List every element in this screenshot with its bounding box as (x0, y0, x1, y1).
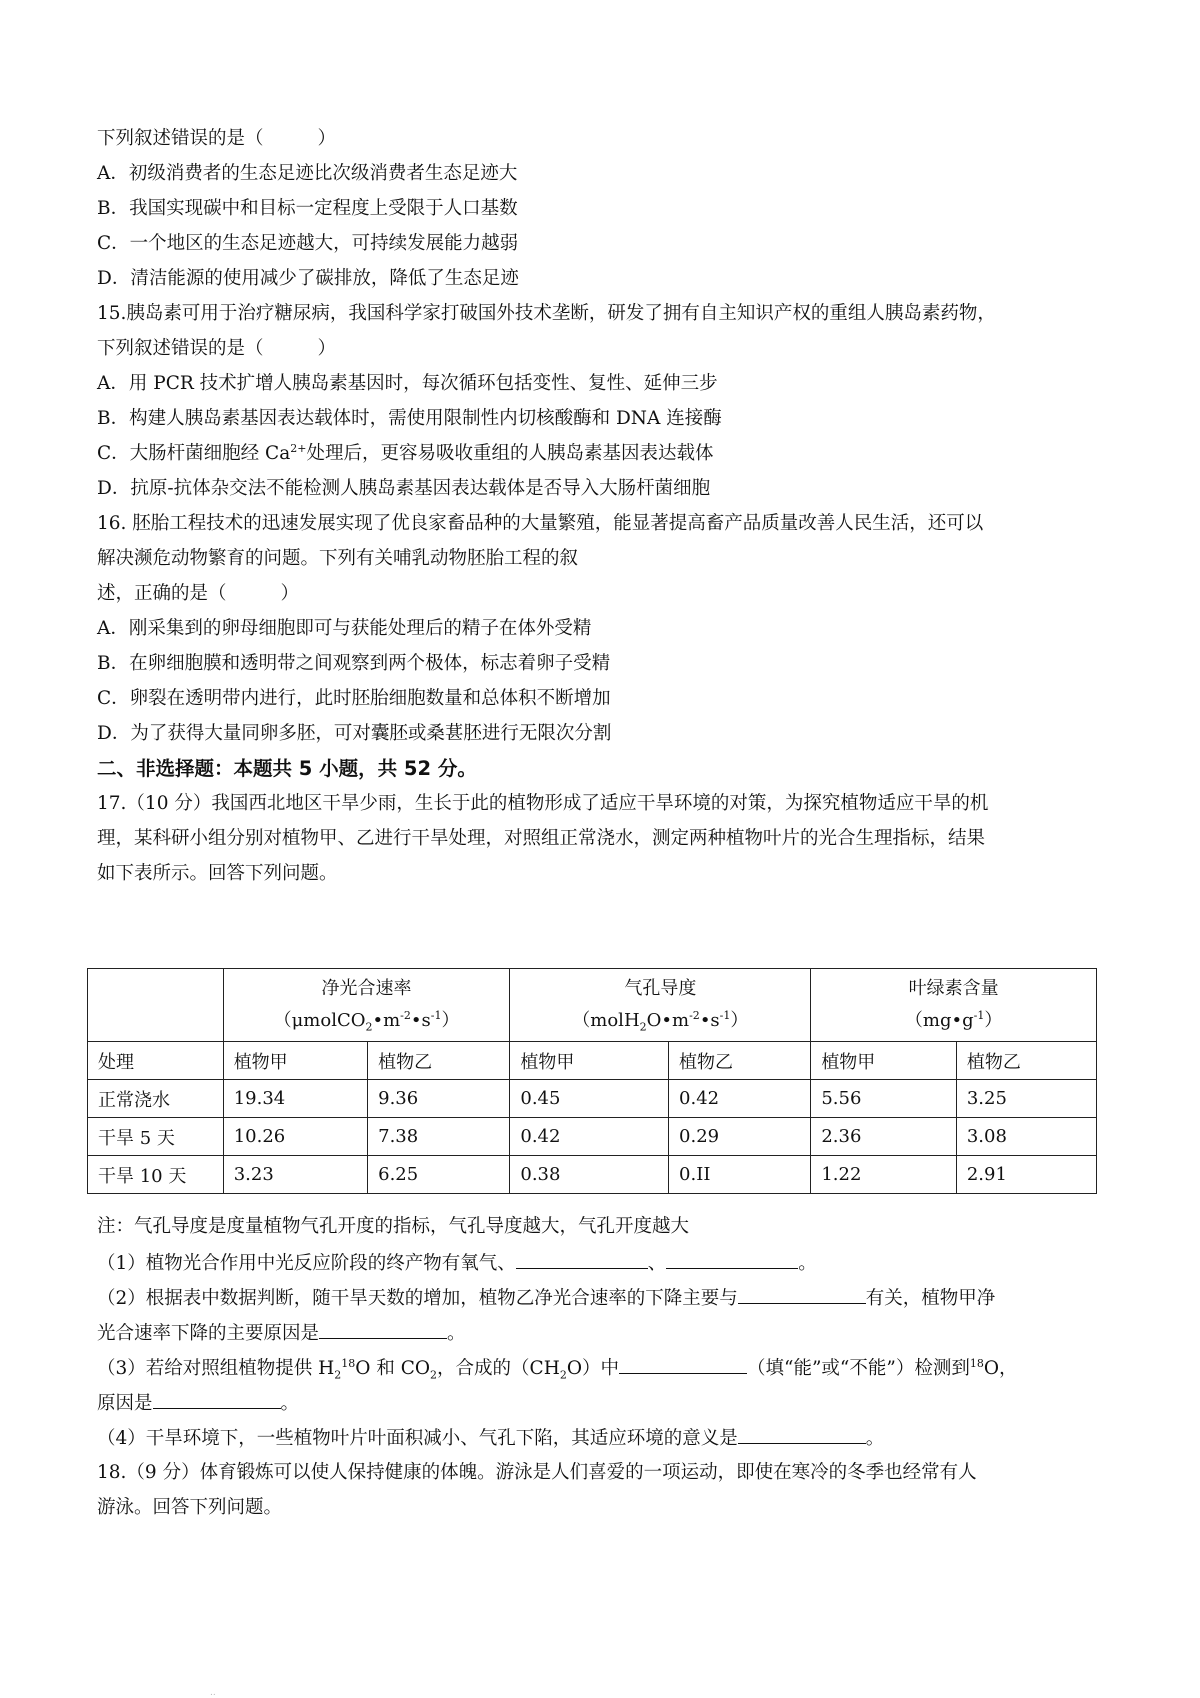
q15-option-c-post: 处理后，更容易吸收重组的人胰岛素基因表达载体 (306, 443, 714, 464)
header-stomatal-conductance (510, 969, 811, 1042)
answer-blank[interactable] (619, 1355, 747, 1374)
table-row (88, 1118, 1097, 1156)
q17-sub3-text-c: ，合成的（CH (437, 1358, 560, 1379)
table-cell: 干旱 10 天 (88, 1156, 224, 1194)
q14-option-d: D．清洁能源的使用减少了碳排放，降低了生态足迹 (97, 268, 519, 289)
q17-sub4-text: （4）干旱环境下，一些植物叶片叶面积减小、气孔下陷，其适应环境的意义是 (97, 1428, 738, 1449)
q15-option-d: D．抗原-抗体杂交法不能检测人胰岛素基因表达载体是否导入大肠杆菌细胞 (97, 478, 711, 499)
unit-part: ） (984, 1010, 1003, 1031)
unit-sub: 2 (365, 1020, 373, 1034)
q17-sub2-text-b: 有关，植物甲净 (865, 1288, 996, 1309)
q16-stem-text: 述，正确的是（ (97, 583, 227, 604)
q14-option-c: C．一个地区的生态足迹越大，可持续发展能力越弱 (97, 233, 519, 254)
unit-sup: -2 (689, 1009, 700, 1022)
q17-sub3-end: 。 (280, 1393, 300, 1414)
unit-sup: -1 (430, 1009, 442, 1022)
unit-part: O•m (646, 1010, 690, 1031)
table-cell: 1.22 (811, 1156, 957, 1194)
table-cell: 植物乙 (368, 1042, 510, 1080)
data-table (87, 968, 1097, 1194)
header-unit (224, 1005, 510, 1037)
unit-part: •s (699, 1010, 720, 1031)
table-cell: 植物甲 (510, 1042, 669, 1080)
subscript: 2 (334, 1368, 342, 1382)
table-cell: 10.26 (223, 1118, 367, 1156)
table-header-row (88, 969, 1097, 1042)
table-cell: 3.08 (956, 1118, 1096, 1156)
table-cell: 植物乙 (956, 1042, 1096, 1080)
q17-sub2-line1 (97, 1285, 995, 1312)
q17-line1: 17.（10 分）我国西北地区干旱少雨，生长于此的植物形成了适应干旱环境的对策，为探究植物适应干旱的机 (97, 793, 989, 814)
footer-mark: .. (210, 1688, 216, 1698)
q15-option-a: A．用 PCR 技术扩增人胰岛素基因时，每次循环包括变性、复性、延伸三步 (97, 373, 718, 394)
table-cell: 0.42 (669, 1080, 811, 1118)
table-cell: 正常浇水 (88, 1080, 224, 1118)
q17-sub3-line2 (97, 1390, 299, 1417)
table-cell: 0.29 (669, 1118, 811, 1156)
table-cell: 2.91 (956, 1156, 1096, 1194)
q17-line3: 如下表所示。回答下列问题。 (97, 863, 338, 884)
table-cell: 处理 (88, 1042, 224, 1080)
table-subheader-row (88, 1042, 1097, 1080)
q17-sub2-line2 (97, 1320, 466, 1347)
q14-stem (97, 126, 336, 152)
q17-sub1-sep: 、 (647, 1253, 667, 1274)
unit-sub: 2 (639, 1020, 647, 1034)
unit-part: ） (441, 1010, 460, 1031)
q15-stem (97, 336, 336, 362)
table-cell: 0.42 (510, 1118, 669, 1156)
header-title: 气孔导度 (624, 978, 697, 999)
q17-sub1 (97, 1250, 817, 1277)
table-cell: 6.25 (368, 1156, 510, 1194)
q15-line1: 15.胰岛素可用于治疗糖尿病，我国科学家打破国外技术垄断，研发了拥有自主知识产权的重组人胰岛素药物， (97, 303, 996, 324)
q17-sub1-text: （1）植物光合作用中光反应阶段的终产物有氧气、 (97, 1253, 516, 1274)
unit-part: （molH (572, 1010, 640, 1031)
header-unit (811, 1005, 1096, 1037)
table-cell: 5.56 (811, 1080, 957, 1118)
q15-stem-close: ） (317, 338, 337, 359)
q17-sub4 (97, 1425, 884, 1452)
table-cell: 植物甲 (223, 1042, 367, 1080)
table-cell: 植物乙 (669, 1042, 811, 1080)
table-cell: 植物甲 (811, 1042, 957, 1080)
answer-blank[interactable] (738, 1425, 866, 1444)
q16-option-d: D．为了获得大量同卵多胚，可对囊胚或桑葚胚进行无限次分割 (97, 723, 612, 744)
q14-stem-text: 下列叙述错误的是（ (97, 128, 264, 149)
q17-sub3-text-g: 原因是 (97, 1393, 153, 1414)
q17-sub4-end: 。 (865, 1428, 885, 1449)
table-cell: 0.II (669, 1156, 811, 1194)
q16-line1: 16. 胚胎工程技术的迅速发展实现了优良家畜品种的大量繁殖，能显著提高畜产品质量改善人民生活，还可以 (97, 513, 984, 534)
q17-sub2-text-c: 光合速率下降的主要原因是 (97, 1323, 320, 1344)
answer-blank[interactable] (153, 1390, 281, 1409)
q17-sub3-text-b: O 和 CO (355, 1358, 431, 1379)
q16-stem (97, 581, 299, 607)
unit-part: •s (410, 1010, 431, 1031)
superscript: 18 (969, 1356, 984, 1370)
q17-line2: 理，某科研小组分别对植物甲、乙进行干旱处理，对照组正常浇水，测定两种植物叶片的光合生理指标，结果 (97, 828, 986, 849)
q17-sub2-text: （2）根据表中数据判断，随干旱天数的增加，植物乙净光合速率的下降主要与 (97, 1288, 738, 1309)
q17-sub2-end: 。 (447, 1323, 466, 1344)
q15-option-c-sup: 2+ (290, 441, 307, 455)
q14-option-b: B．我国实现碳中和目标一定程度上受限于人口基数 (97, 198, 518, 219)
q15-option-c (97, 441, 713, 467)
q14-option-a: A．初级消费者的生态足迹比次级消费者生态足迹大 (97, 163, 518, 184)
q18-line1: 18.（9 分）体育锻炼可以使人保持健康的体魄。游泳是人们喜爱的一项运动，即使在寒冷的冬季也经常有人 (97, 1462, 977, 1483)
unit-sup: -1 (719, 1009, 731, 1022)
q17-sub3-line1 (97, 1355, 1018, 1382)
subscript: 2 (559, 1368, 567, 1382)
q16-option-a: A．刚采集到的卵母细胞即可与获能处理后的精子在体外受精 (97, 618, 592, 639)
answer-blank[interactable] (319, 1320, 447, 1339)
q15-option-b: B．构建人胰岛素基因表达载体时，需使用限制性内切核酸酶和 DNA 连接酶 (97, 408, 722, 429)
answer-blank[interactable] (666, 1250, 798, 1269)
table-cell: 7.38 (368, 1118, 510, 1156)
unit-part: ） (730, 1010, 749, 1031)
unit-sup: -2 (400, 1009, 411, 1022)
q17-sub1-end: 。 (798, 1253, 817, 1274)
q17-sub3-text-e: （填“能”或“不能”）检测到 (747, 1358, 970, 1379)
table-cell: 19.34 (223, 1080, 367, 1118)
subscript: 2 (430, 1368, 438, 1382)
q17-sub3-text-d: O）中 (566, 1358, 620, 1379)
q17-sub3-text-f: O， (983, 1358, 1018, 1379)
table-corner-cell (88, 969, 224, 1042)
q15-stem-text: 下列叙述错误的是（ (97, 338, 264, 359)
table-cell: 3.23 (223, 1156, 367, 1194)
table-row (88, 1080, 1097, 1118)
q16-option-b: B．在卵细胞膜和透明带之间观察到两个极体，标志着卵子受精 (97, 653, 611, 674)
unit-part: •m (372, 1010, 401, 1031)
answer-blank[interactable] (738, 1285, 866, 1304)
unit-part: （μmolCO (273, 1010, 366, 1031)
unit-part: （mg•g (904, 1010, 974, 1031)
table-note: 注：气孔导度是度量植物气孔开度的指标，气孔导度越大，气孔开度越大 (97, 1216, 690, 1237)
table-cell: 干旱 5 天 (88, 1118, 224, 1156)
q16-option-c: C．卵裂在透明带内进行，此时胚胎细胞数量和总体积不断增加 (97, 688, 611, 709)
table-cell: 0.45 (510, 1080, 669, 1118)
header-chlorophyll (811, 969, 1097, 1042)
header-unit (510, 1005, 810, 1037)
q14-stem-close: ） (317, 128, 337, 149)
table-cell: 0.38 (510, 1156, 669, 1194)
q18-line2: 游泳。回答下列问题。 (97, 1497, 283, 1518)
q17-sub3-text: （3）若给对照组植物提供 H (97, 1358, 335, 1379)
answer-blank[interactable] (516, 1250, 648, 1269)
header-net-photosynthesis (223, 969, 510, 1042)
superscript: 18 (341, 1356, 356, 1370)
table-cell: 2.36 (811, 1118, 957, 1156)
section-heading: 二、非选择题：本题共 5 小题，共 52 分。 (97, 757, 477, 780)
table-cell: 3.25 (956, 1080, 1096, 1118)
header-title: 叶绿素含量 (908, 978, 999, 999)
table-row (88, 1156, 1097, 1194)
q16-line2: 解决濒危动物繁育的问题。下列有关哺乳动物胚胎工程的叙 (97, 548, 579, 569)
q16-stem-close: ） (280, 583, 300, 604)
unit-sup: -1 (973, 1009, 985, 1022)
q15-option-c-pre: C．大肠杆菌细胞经 Ca (97, 443, 291, 464)
header-title: 净光合速率 (321, 978, 412, 999)
table-cell: 9.36 (368, 1080, 510, 1118)
